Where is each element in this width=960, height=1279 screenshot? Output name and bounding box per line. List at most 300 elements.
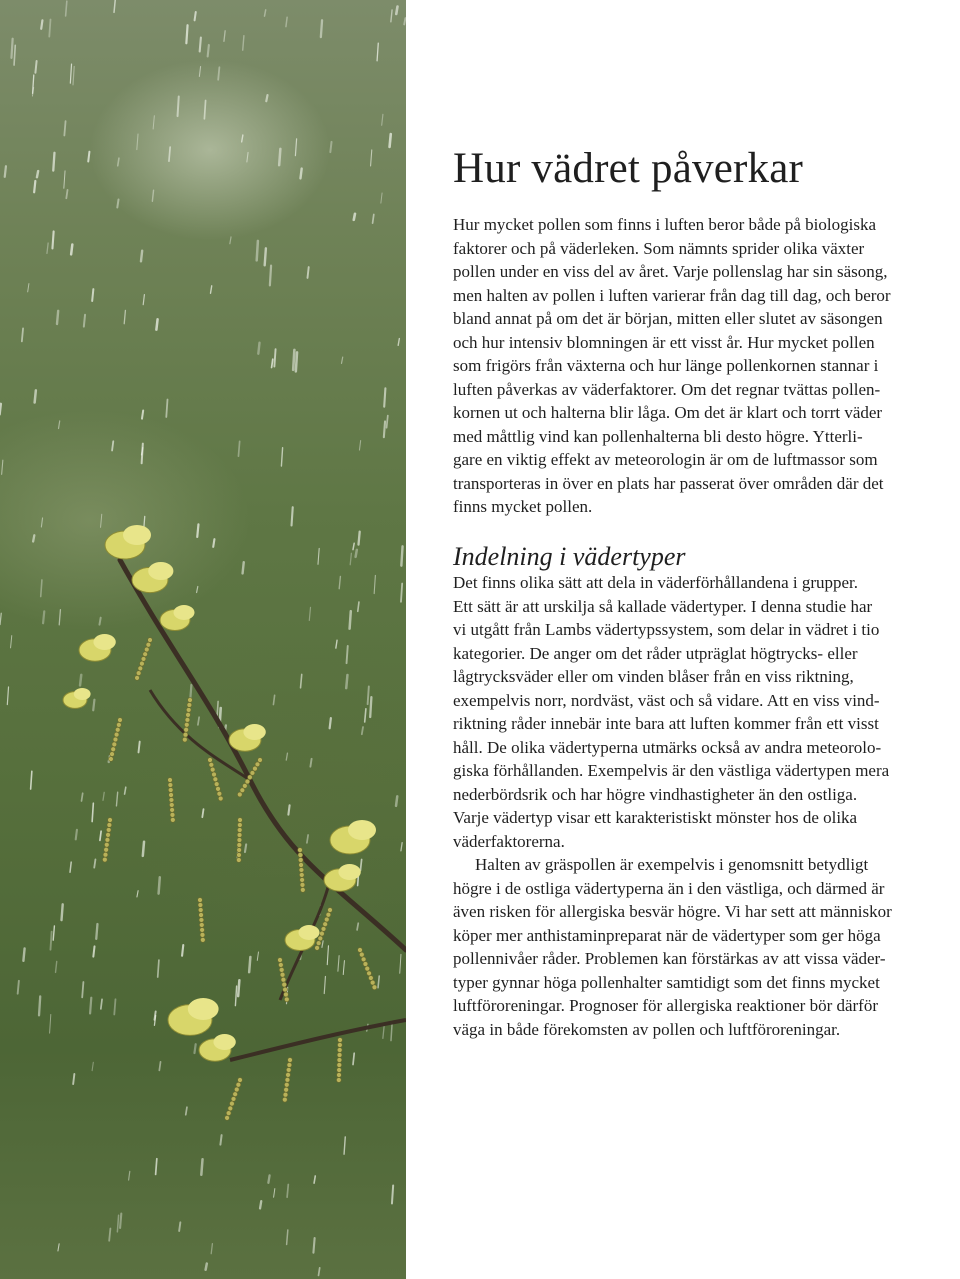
catkin-bud	[135, 675, 140, 680]
raindrop-streak	[152, 190, 153, 201]
raindrop-streak	[272, 359, 273, 367]
raindrop-streak	[120, 1214, 121, 1228]
catkin-bud	[216, 787, 221, 792]
raindrop-streak	[287, 1230, 288, 1245]
catkin-bud	[199, 923, 204, 928]
catkin-bud	[115, 727, 120, 732]
text-line: Ett sätt är att urskilja så kallade vädertyper. I denna studie har	[453, 596, 873, 616]
raindrop-streak	[384, 388, 385, 406]
raindrop-streak	[34, 181, 35, 192]
raindrop-streak	[197, 524, 198, 537]
raindrop-streak	[101, 999, 102, 1009]
raindrop-streak	[338, 956, 339, 972]
catkin-bud	[245, 779, 250, 784]
raindrop-streak	[101, 514, 102, 527]
raindrop-streak	[321, 20, 322, 37]
raindrop-streak	[103, 792, 104, 800]
raindrop-streak	[201, 1159, 202, 1174]
catkin-bud	[338, 1038, 343, 1043]
catkin-bud	[213, 777, 218, 782]
catkin-bud	[169, 793, 174, 798]
catkin-bud	[280, 972, 285, 977]
catkin-bud	[170, 817, 175, 822]
raindrop-streak	[401, 843, 402, 851]
raindrop-streak	[362, 727, 363, 734]
catkin-bud	[116, 722, 121, 727]
raindrop-streak	[318, 548, 319, 564]
text-line: finns mycket pollen.	[453, 497, 593, 516]
catkin-bud	[286, 1068, 291, 1073]
catkin-bud	[279, 967, 284, 972]
raindrop-streak	[392, 1185, 393, 1203]
raindrop-streak	[350, 611, 351, 628]
raindrop-streak	[92, 803, 93, 821]
raindrop-streak	[243, 562, 244, 573]
young-oak-leaf	[74, 688, 91, 700]
raindrop-streak	[358, 532, 359, 545]
raindrop-streak	[88, 152, 89, 162]
raindrop-streak	[93, 946, 94, 956]
raindrop-streak	[370, 697, 371, 717]
catkin-bud	[108, 818, 113, 823]
raindrop-streak	[358, 602, 359, 611]
raindrop-streak	[365, 709, 366, 722]
catkin-bud	[324, 917, 329, 922]
catkin-bud	[284, 1082, 289, 1087]
raindrop-streak	[391, 10, 392, 22]
text-line: kornen ut och halterna blir låga. Om det är klart och torrt väder	[453, 403, 883, 422]
catkin-bud	[236, 858, 241, 863]
catkin-bud	[209, 762, 214, 767]
raindrop-streak	[245, 844, 246, 852]
raindrop-streak	[71, 245, 72, 255]
catkin-bud	[200, 928, 205, 933]
catkin-bud	[198, 903, 203, 908]
text-line: faktorer och på väderleken. Som nämnts sprider olika växter	[453, 238, 865, 258]
catkin-bud	[253, 766, 258, 771]
catkin-bud	[109, 757, 114, 762]
raindrop-streak	[92, 289, 93, 301]
raindrop-streak	[224, 31, 225, 42]
catkin-bud	[136, 671, 141, 676]
catkin-bud	[138, 666, 143, 671]
catkin-bud	[326, 912, 331, 917]
catkin-bud	[337, 1063, 342, 1068]
catkin-bud	[212, 772, 217, 777]
raindrop-streak	[258, 343, 259, 354]
raindrop-streak	[368, 686, 369, 704]
raindrop-streak	[279, 149, 280, 165]
catkin-bud	[107, 823, 112, 828]
raindrop-streak	[318, 1268, 319, 1276]
raindrop-streak	[39, 996, 40, 1015]
catkin-bud	[367, 971, 372, 976]
raindrop-streak	[114, 0, 115, 12]
raindrop-streak	[274, 1189, 275, 1198]
raindrop-streak	[118, 158, 119, 166]
raindrop-streak	[47, 243, 48, 253]
catkin-bud	[237, 838, 242, 843]
catkin-bud	[199, 918, 204, 923]
raindrop-streak	[129, 1171, 130, 1180]
catkin-bud	[337, 1043, 342, 1048]
raindrop-streak	[281, 448, 282, 466]
raindrop-streak	[354, 214, 355, 220]
young-oak-leaf	[93, 634, 115, 650]
catkin-bud	[230, 1101, 235, 1106]
catkin-bud	[141, 657, 146, 662]
raindrop-streak	[264, 10, 265, 16]
catkin-bud	[240, 788, 245, 793]
raindrop-streak	[308, 267, 309, 278]
raindrop-streak	[37, 171, 38, 177]
text-line: håll. De olika vädertyperna utmärks också av andra meteorolo-	[453, 737, 882, 757]
catkin-bud	[337, 1048, 342, 1053]
raindrop-streak	[213, 539, 214, 547]
catkin-bud	[170, 808, 175, 813]
raindrop-streak	[82, 982, 83, 997]
catkin-bud	[226, 1111, 231, 1116]
raindrop-streak	[116, 792, 117, 806]
catkin-bud	[250, 771, 255, 776]
raindrop-streak	[18, 981, 19, 994]
section-paragraph-2	[453, 853, 958, 1041]
raindrop-streak	[81, 793, 82, 801]
catkin-bud	[287, 1063, 292, 1068]
raindrop-streak	[218, 67, 219, 79]
catkin-bud	[300, 883, 305, 888]
raindrop-streak	[400, 954, 401, 973]
raindrop-streak	[5, 166, 6, 177]
young-oak-leaf	[348, 820, 376, 840]
catkin-bud	[284, 997, 289, 1002]
catkin-bud	[187, 703, 192, 708]
branch-stem	[230, 1020, 406, 1060]
text-line: högre i de ostliga vädertyperna än i den västliga, och därmed är	[453, 878, 885, 898]
raindrop-streak	[0, 404, 1, 414]
catkin-bud	[300, 878, 305, 883]
catkin-bud	[237, 828, 242, 833]
raindrop-streak	[384, 421, 385, 437]
text-line: och hur intensiv blomningen är ett visst år. Hur mycket pollen	[453, 332, 875, 352]
raindrop-streak	[138, 742, 139, 753]
text-line: köper mer anthistaminpreparat när de vädertyper som ger höga	[453, 925, 881, 945]
catkin-bud	[285, 1077, 290, 1082]
catkin-bud	[114, 732, 119, 737]
raindrop-streak	[117, 200, 118, 208]
catkin-bud	[148, 638, 153, 643]
raindrop-streak	[200, 38, 201, 52]
catkin-bud	[210, 767, 215, 772]
raindrop-streak	[273, 695, 274, 704]
text-line: bland annat på om det är början, mitten eller slutet av säsongen	[453, 309, 883, 328]
raindrop-streak	[260, 1201, 261, 1208]
raindrop-streak	[35, 61, 36, 73]
catkin-bud	[110, 752, 115, 757]
catkin-bud	[225, 1115, 230, 1120]
raindrop-streak	[137, 134, 138, 150]
raindrop-streak	[76, 830, 77, 840]
catkin-bud	[358, 948, 363, 953]
raindrop-streak	[100, 831, 101, 840]
young-oak-leaf	[243, 724, 265, 740]
catkin-bud	[184, 727, 189, 732]
raindrop-streak	[11, 39, 12, 58]
raindrop-streak	[23, 948, 24, 960]
raindrop-streak	[202, 809, 203, 817]
catkin-bud	[186, 708, 191, 713]
young-oak-leaf	[299, 925, 320, 940]
catkin-bud	[234, 1087, 239, 1092]
raindrop-streak	[114, 999, 115, 1014]
raindrop-streak	[357, 923, 358, 930]
text-line: pollen under en viss del av året. Varje pollenslag har sin säsong,	[453, 262, 888, 281]
raindrop-streak	[401, 584, 402, 602]
catkin-bud	[298, 853, 303, 858]
raindrop-streak	[342, 357, 343, 363]
section-heading: Indelning i vädertyper	[453, 542, 686, 571]
catkin-bud	[238, 818, 243, 823]
raindrop-streak	[178, 97, 179, 117]
catkin-bud	[242, 783, 247, 788]
catkin-bud	[361, 957, 366, 962]
raindrop-streak	[28, 284, 29, 292]
raindrop-streak	[350, 553, 351, 564]
catkin-bud	[281, 977, 286, 982]
raindrop-streak	[99, 618, 100, 625]
raindrop-streak	[14, 45, 15, 65]
catkin-bud	[299, 873, 304, 878]
raindrop-streak	[7, 687, 8, 705]
catkin-bud	[258, 758, 263, 763]
raindrop-streak	[96, 924, 97, 939]
raindrop-streak	[371, 150, 372, 166]
raindrop-streak	[143, 295, 144, 305]
raindrop-streak	[2, 460, 3, 474]
raindrop-streak	[141, 251, 142, 262]
catkin-bud	[169, 803, 174, 808]
raindrop-streak	[344, 1137, 345, 1154]
raindrop-streak	[31, 771, 32, 789]
catkin-bud	[299, 863, 304, 868]
catkin-bud	[299, 868, 304, 873]
raindrop-streak	[313, 1238, 314, 1253]
catkin-bud	[208, 758, 213, 763]
raindrop-streak	[286, 753, 287, 760]
raindrop-streak	[324, 976, 325, 993]
raindrop-streak	[398, 339, 399, 346]
raindrop-streak	[401, 546, 402, 565]
catkin-bud	[182, 737, 187, 742]
raindrop-streak	[230, 237, 231, 244]
catkin-bud	[298, 848, 303, 853]
raindrop-streak	[41, 20, 42, 28]
catkin-bud	[228, 1106, 233, 1111]
raindrop-streak	[286, 17, 287, 26]
raindrop-streak	[64, 121, 65, 135]
raindrop-streak	[90, 998, 91, 1014]
text-line: gare en viktig effekt av meteorologin är om de luftmassor som	[453, 450, 878, 469]
raindrop-streak	[235, 986, 236, 1006]
raindrop-streak	[159, 1062, 160, 1070]
catkin-bud	[105, 837, 110, 842]
raindrop-streak	[353, 543, 354, 549]
catkin-bud	[370, 980, 375, 985]
catkin-bud	[284, 992, 289, 997]
catkin-bud	[198, 898, 203, 903]
young-oak-leaf	[338, 864, 360, 880]
catkin-bud	[184, 722, 189, 727]
raindrop-streak	[80, 675, 81, 685]
raindrop-streak	[50, 932, 51, 950]
young-oak-leaf	[148, 562, 173, 580]
raindrop-streak	[204, 100, 205, 118]
raindrop-streak	[356, 550, 357, 557]
catkin-bud	[185, 717, 190, 722]
raindrop-streak	[156, 319, 157, 329]
catkin-bud	[140, 661, 145, 666]
raindrop-streak	[50, 1015, 51, 1034]
catkin-bud	[323, 922, 328, 927]
catkin-bud	[168, 778, 173, 783]
raindrop-streak	[270, 266, 271, 286]
raindrop-streak	[57, 311, 58, 324]
catkin-bud	[298, 858, 303, 863]
raindrop-streak	[310, 759, 311, 767]
catkin-bud	[359, 952, 364, 957]
raindrop-streak	[109, 1229, 110, 1241]
young-oak-leaf	[174, 605, 195, 620]
raindrop-streak	[220, 1135, 221, 1144]
catkin-bud	[337, 1073, 342, 1078]
raindrop-streak	[186, 25, 187, 43]
raindrop-streak	[59, 421, 60, 429]
catkin-bud	[106, 832, 111, 837]
catkin-bud	[169, 798, 174, 803]
raindrop-streak	[43, 611, 44, 623]
raindrop-streak	[49, 19, 50, 36]
raindrop-streak	[343, 961, 344, 975]
flowering-oak-branch-in-rain	[0, 0, 406, 1279]
raindrop-streak	[287, 1184, 288, 1197]
raindrop-streak	[158, 960, 159, 977]
raindrop-streak	[265, 248, 266, 265]
text-line: giska förhållanden. Exempelvis är den västliga vädertypen mera	[453, 761, 890, 780]
catkin-bud	[113, 737, 118, 742]
catkin-bud	[237, 843, 242, 848]
raindrop-streak	[198, 717, 199, 725]
catkin-bud	[200, 937, 205, 942]
raindrop-streak	[346, 675, 347, 688]
raindrop-streak	[288, 805, 289, 814]
catkin-bud	[186, 712, 191, 717]
raindrop-streak	[93, 700, 94, 711]
raindrop-streak	[211, 286, 212, 293]
raindrop-streak	[208, 45, 209, 56]
catkin-bud	[106, 828, 111, 833]
raindrop-streak	[179, 1222, 180, 1231]
catkin-bud	[315, 945, 320, 950]
catkin-bud	[238, 1078, 243, 1083]
catkin-bud	[237, 792, 242, 797]
text-line: luftföroreningar. Prognoser för allergiska reaktioner bör därför	[453, 996, 879, 1015]
catkin-bud	[104, 842, 109, 847]
catkin-bud	[143, 652, 148, 657]
section-paragraph-1	[453, 571, 958, 853]
raindrop-streak	[41, 518, 42, 527]
catkin-bud	[237, 833, 242, 838]
raindrop-streak	[159, 877, 160, 893]
catkin-bud	[283, 987, 288, 992]
text-line: kategorier. De anger om det råder utpräglat högtrycks- eller	[453, 643, 858, 663]
text-line: pollennivåer råder. Problemen kan förstärkas av att vissa väder-	[453, 949, 886, 968]
catkin-bud	[284, 1087, 289, 1092]
raindrop-streak	[73, 67, 74, 85]
catkin-bud	[365, 966, 370, 971]
catkin-bud	[316, 941, 321, 946]
raindrop-streak	[142, 410, 143, 418]
raindrop-streak	[257, 241, 258, 260]
raindrop-streak	[53, 153, 54, 171]
raindrop-streak	[249, 957, 250, 972]
text-line: Det finns olika sätt att dela in väderförhållandena i grupper.	[453, 573, 859, 592]
raindrop-streak	[247, 152, 248, 162]
raindrop-streak	[195, 12, 196, 20]
text-line: typer gynnar höga pollenhalter samtidigt som det finns mycket	[453, 972, 880, 992]
catkin-bud	[337, 1068, 342, 1073]
raindrop-streak	[117, 1215, 118, 1232]
text-line: med måttlig vind kan pollenhalterna bli desto högre. Ytterli-	[453, 426, 863, 446]
catkin-bud	[199, 913, 204, 918]
raindrop-streak	[353, 1053, 354, 1064]
raindrop-streak	[238, 441, 239, 456]
raindrop-streak	[360, 859, 361, 870]
catkin-bud	[255, 762, 260, 767]
catkin-bud	[237, 823, 242, 828]
catkin-bud	[368, 976, 373, 981]
catkin-bud	[214, 782, 219, 787]
raindrop-streak	[396, 796, 397, 805]
catkin-bud	[111, 747, 116, 752]
raindrop-streak	[112, 441, 113, 450]
raindrop-streak	[56, 962, 57, 973]
raindrop-streak	[330, 142, 331, 152]
raindrop-streak	[92, 1062, 93, 1070]
raindrop-streak	[382, 114, 383, 125]
raindrop-streak	[307, 835, 308, 843]
raindrop-streak	[199, 67, 200, 77]
text-line: väga in både förekomsten av pollen och luftföroreningar.	[453, 1019, 841, 1039]
raindrop-streak	[339, 576, 340, 588]
text-line: som frigörs från växterna och hur länge pollenkornen stannar i	[453, 356, 879, 375]
catkin-bud	[236, 1082, 241, 1087]
catkin-bud	[286, 1072, 291, 1077]
raindrop-streak	[387, 416, 388, 428]
catkin-bud	[112, 742, 117, 747]
raindrop-streak	[156, 1159, 157, 1175]
raindrop-streak	[70, 64, 71, 83]
raindrop-streak	[242, 135, 243, 142]
page-title: Hur vädret påverkar	[453, 145, 804, 192]
text-line: vi utgått från Lambs vädertypssystem, som delar in vädret i tio	[453, 620, 880, 639]
raindrop-streak	[84, 315, 85, 327]
raindrop-streak	[206, 1264, 207, 1270]
catkin-bud	[144, 647, 149, 652]
catkin-bud	[318, 936, 323, 941]
catkin-bud	[363, 962, 368, 967]
raindrop-streak	[266, 95, 267, 101]
raindrop-streak	[66, 1, 67, 16]
